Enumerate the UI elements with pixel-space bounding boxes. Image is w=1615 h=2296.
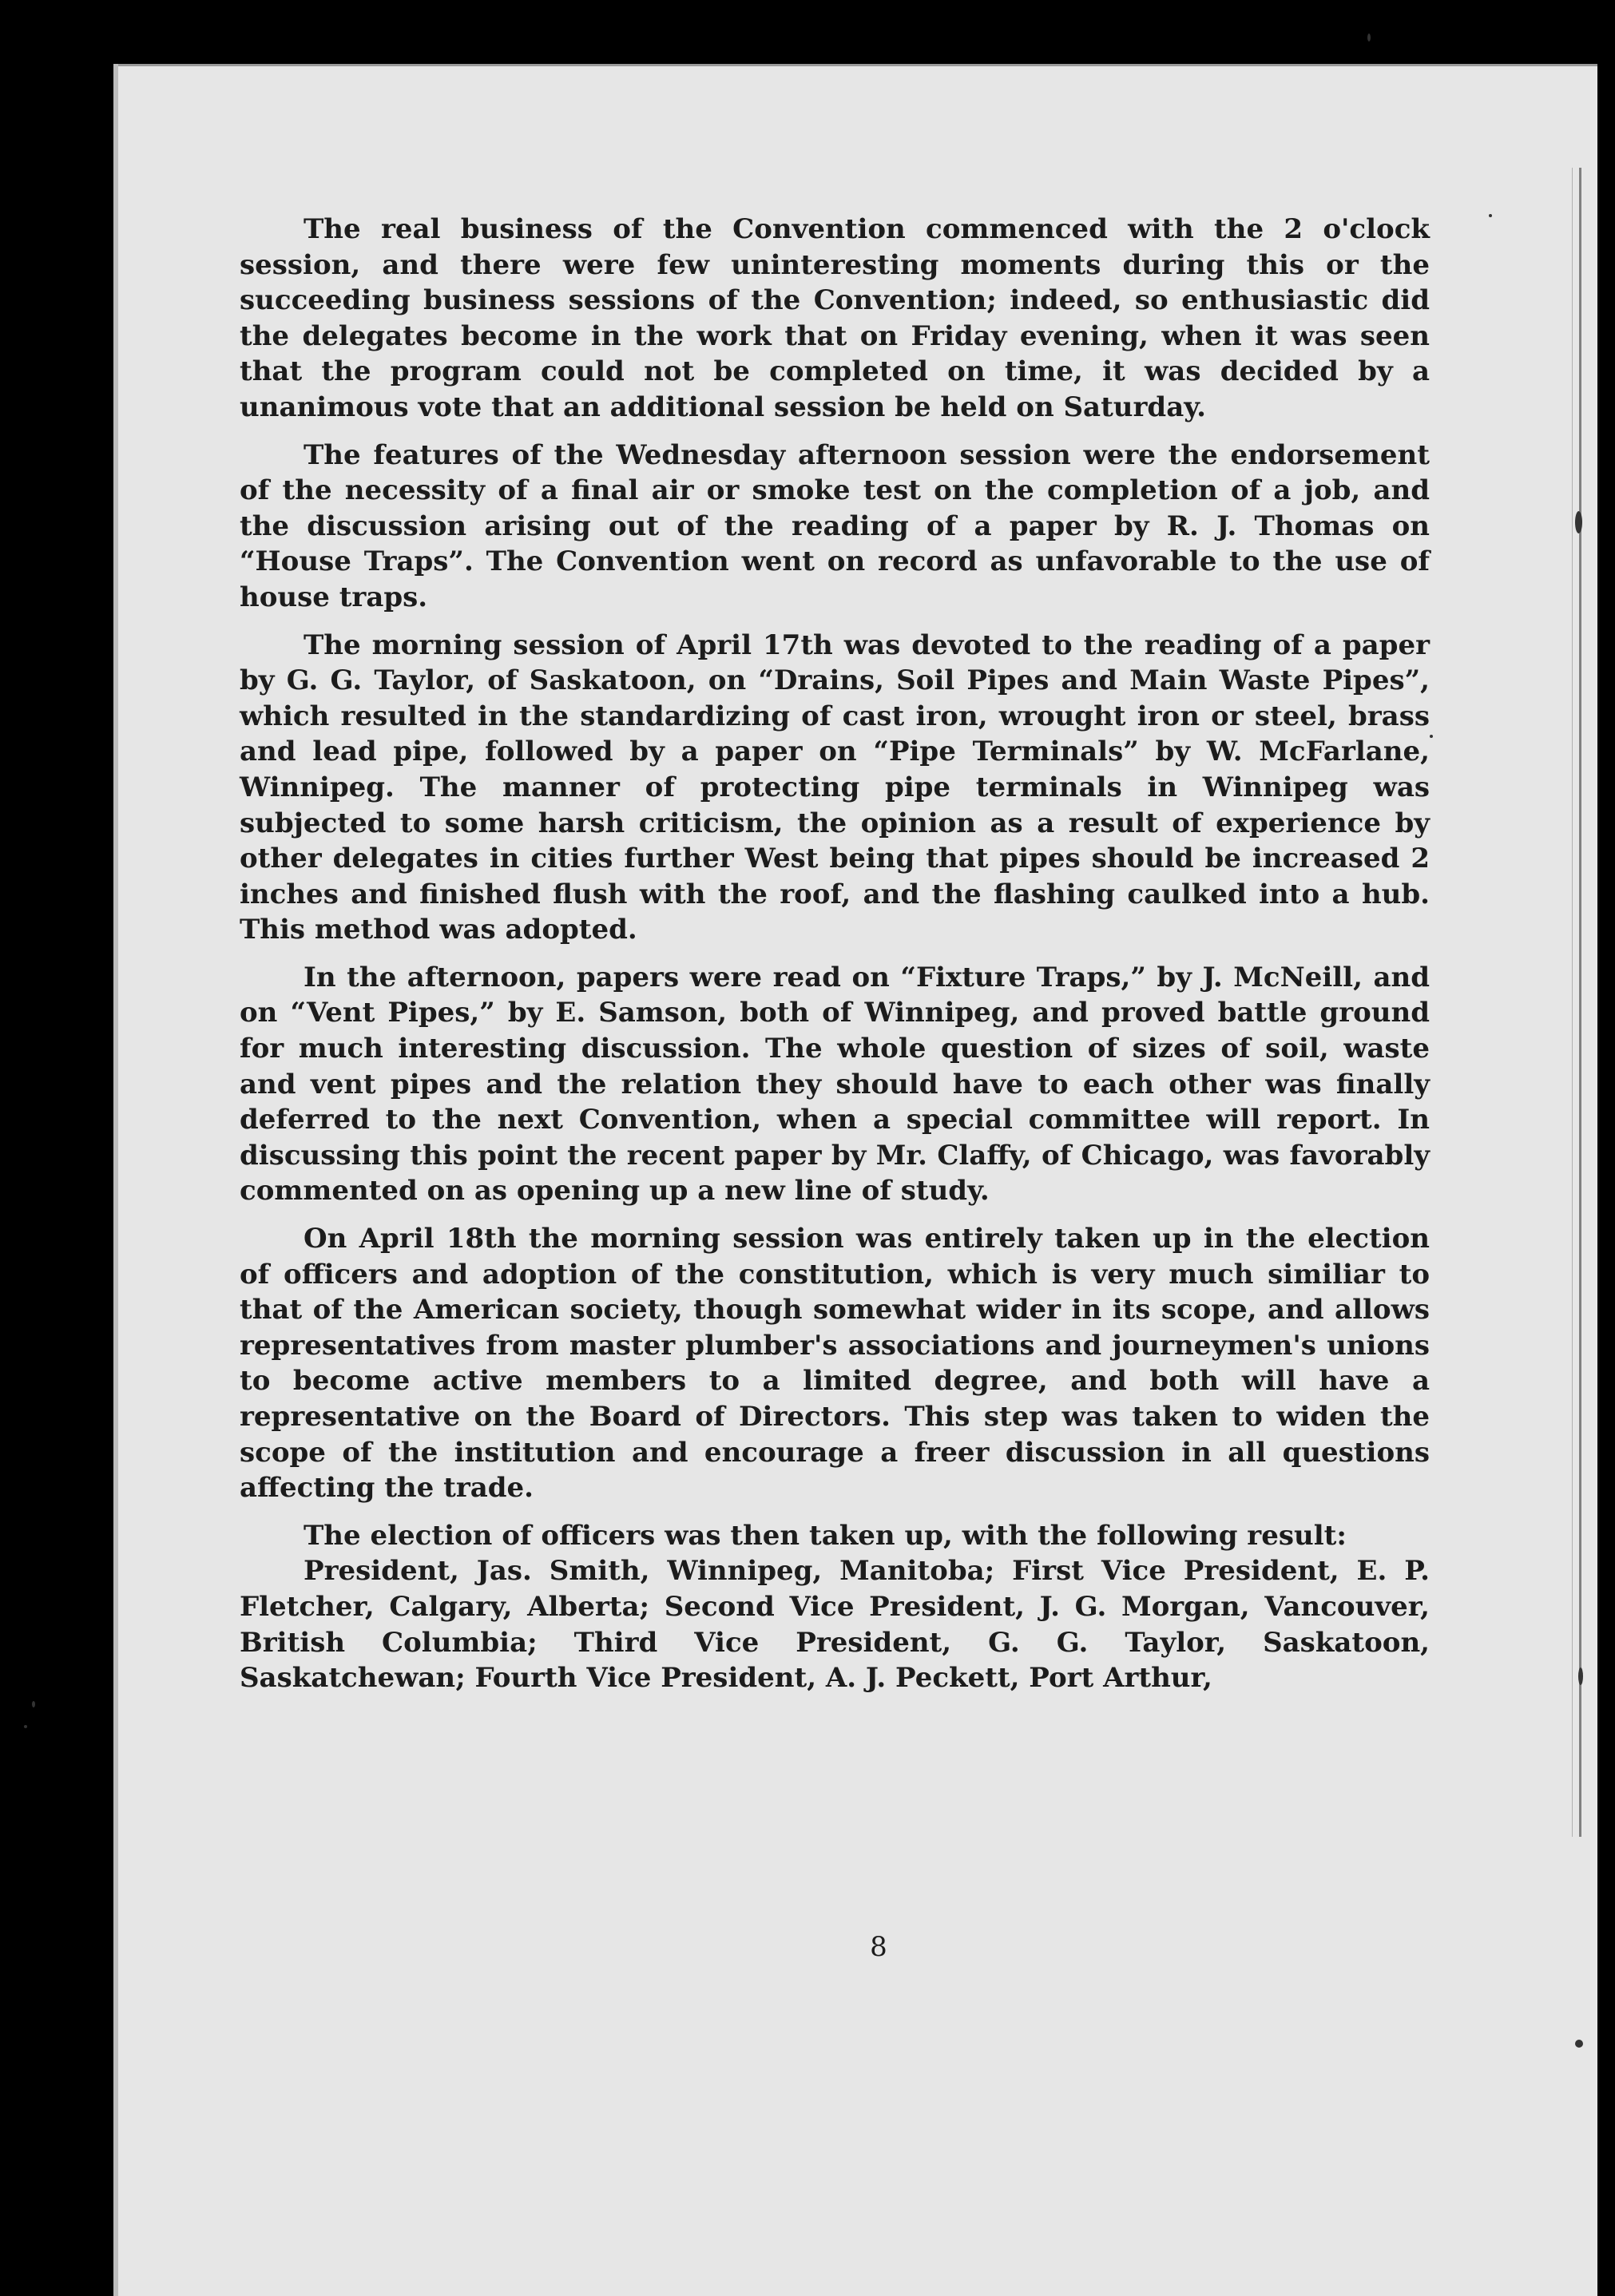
scan-speck bbox=[1578, 1667, 1583, 1685]
page-number: 8 bbox=[870, 1931, 887, 1963]
paragraph-convention-business: The real business of the Convention commenced with the 2 o'clock session, and there were few uninteresting moments during this or the succeeding business sessions of the Convention; indeed, so enthusiastic did the delegates become in the work that on Friday evening, when it was seen that the program could not be completed on time, it was decided by a unanimous vote that an additional session be held on Saturday. bbox=[240, 213, 1430, 423]
paragraph-officers-list: President, Jas. Smith, Winnipeg, Manitoba; First Vice President, E. P. Fletcher, Calgary, Alberta; Second Vice President, J. G. Morgan, Vancouver, British Columbia; Third Vice President, G. G. Taylor, Saskatoon, Saskatchewan; Fourth Vice President, A. J. Peckett, Port Arthur, bbox=[240, 1555, 1430, 1695]
page-edge-shadow bbox=[113, 64, 118, 2296]
binding-edge bbox=[1572, 168, 1581, 1837]
scan-speck bbox=[1575, 511, 1582, 533]
scan-speck bbox=[1367, 34, 1371, 42]
scan-speck bbox=[1430, 735, 1433, 738]
paragraph-april-17-morning: The morning session of April 17th was devoted to the reading of a paper by G. G. Taylor, of Saskatoon, on “Drains, Soil Pipes and Main Waste Pipes”, which resulted in the standardizing of cast iron, wrought iron or steel, brass and lead pipe, followed by a paper on “Pipe Terminals” by W. McFarlane, Winnipeg. The manner of protecting pipe terminals in Winnipeg was subjected to some harsh criticism, the opinion as a result of experience by other delegates in cities further West being that pipes should be increased 2 inches and finished flush with the roof, and the flashing caulked into a hub. This method was adopted. bbox=[240, 629, 1430, 946]
scan-speck bbox=[24, 1725, 27, 1728]
paragraph-election-intro: The election of officers was then taken up, with the following result: bbox=[304, 1519, 1347, 1552]
scan-speck bbox=[1575, 2040, 1583, 2048]
paragraph-april-17-afternoon: In the afternoon, papers were read on “Fixture Traps,” by J. McNeill, and on “Vent Pipes,” by E. Samson, both of Winnipeg, and proved battle ground for much interesting discussion. The whole question of sizes of soil, waste and vent pipes and the relation they should have to each other was finally deferred to the next Convention, when a special committee will report. In discussing this point the recent paper by Mr. Claffy, of Chicago, was favorably commented on as opening up a new line of study. bbox=[240, 961, 1430, 1207]
scan-speck bbox=[32, 1701, 35, 1707]
paragraph-april-18-morning: On April 18th the morning session was entirely taken up in the election of officers and adoption of the constitution, which is very much similiar to that of the American society, though somewhat wider in its scope, and allows representatives from master plumber's associations and journeymen's unions to become active members to a limited degree, and both will have a representative on the Board of Directors. This step was taken to widen the scope of the institution and encourage a freer discussion in all questions affecting the trade. bbox=[240, 1223, 1430, 1505]
paragraph-wednesday-session: The features of the Wednesday afternoon session were the endorsement of the necessity of a final air or smoke test on the completion of a job, and the discussion arising out of the reading of a paper by R. J. Thomas on “House Traps”. The Convention went on record as unfavorable to the use of house traps. bbox=[240, 438, 1430, 613]
scan-speck bbox=[1489, 214, 1492, 217]
body-text bbox=[240, 212, 1430, 1708]
